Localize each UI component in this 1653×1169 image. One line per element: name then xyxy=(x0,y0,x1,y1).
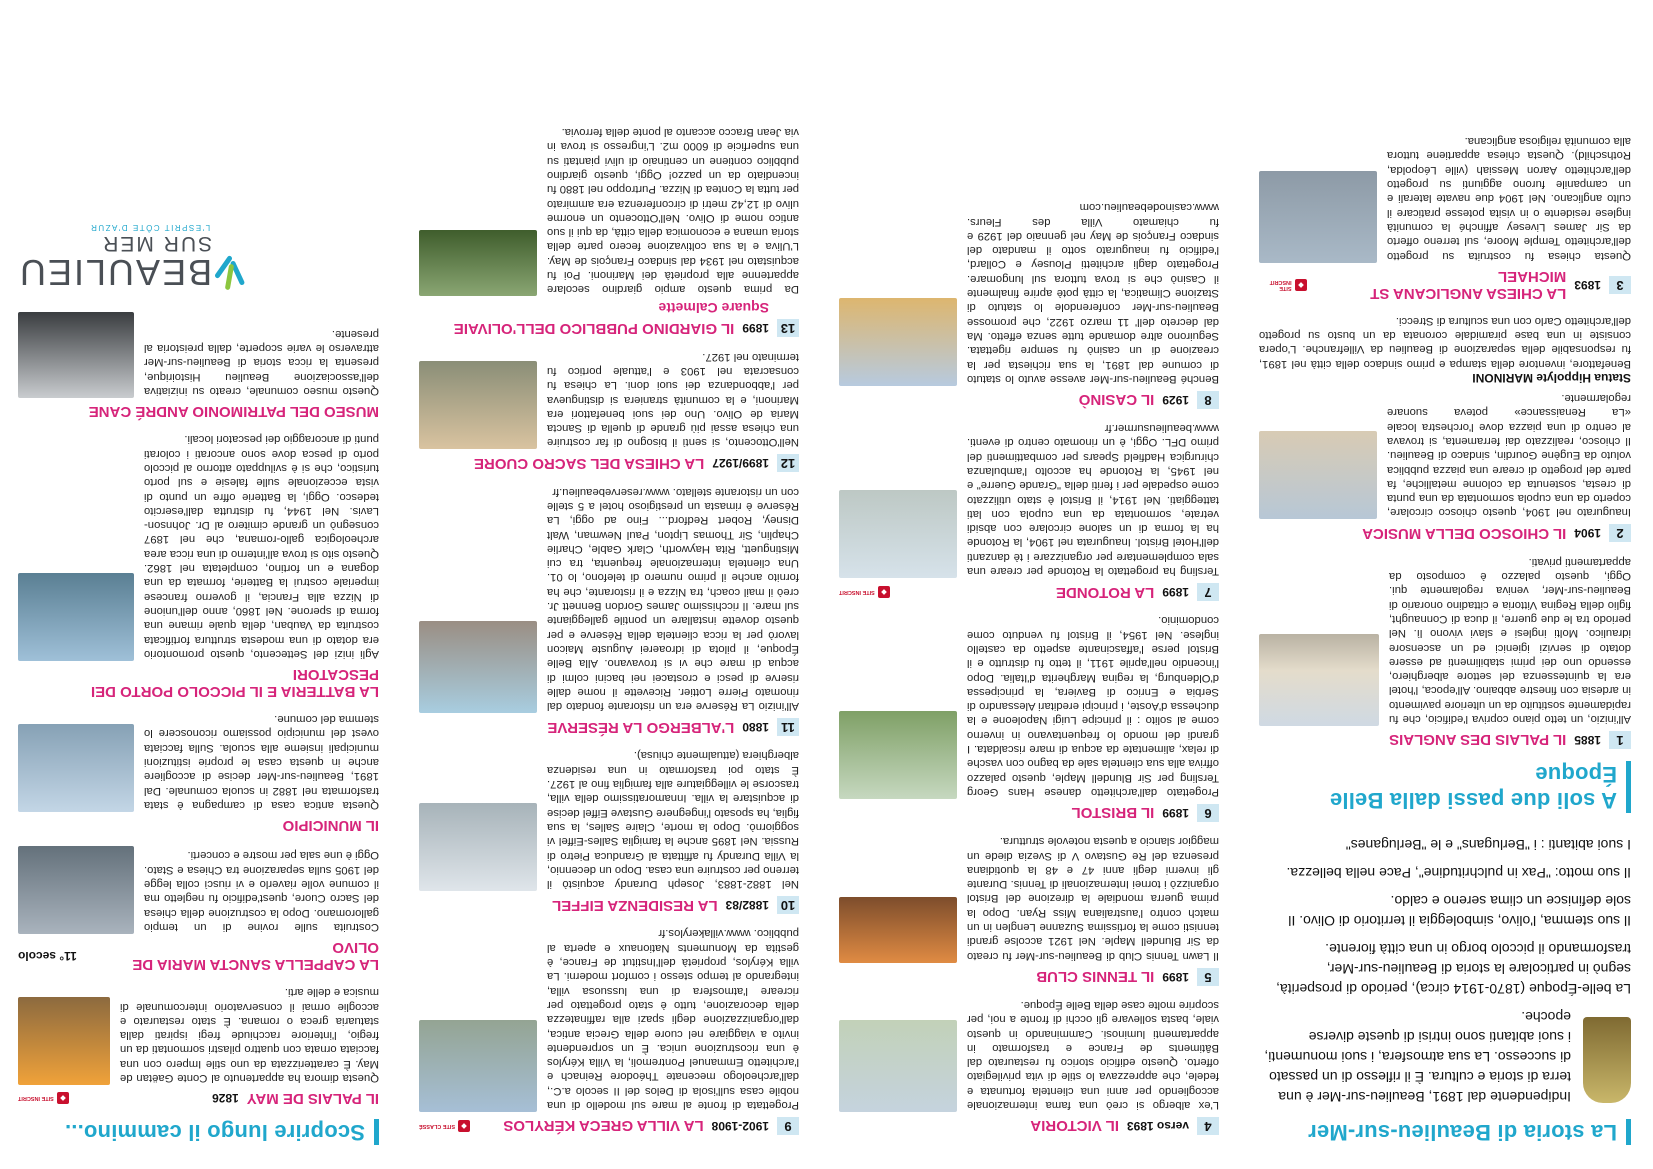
section-title-discover: Scoprire lungo il cammino... xyxy=(18,1119,379,1145)
entry-batteria-porto xyxy=(18,432,379,700)
entry-text: Questa dimora ha appartenuto al Conte Gaëtan de May. È caratterizzata da uno stile Impero con una facciata ornata con quattro pilastri sormontati da un fregio, l'interiore racchiude fregi ispirati dalla statuaria greca o romana. È stato restaurato e accoglie ormai il conservatorio intercomunale di musica e delle arti. xyxy=(120,986,379,1084)
entry-text: Nel 1882-1883, Joseph Durandy acquistò il terreno per costruire una casa. Dopo un decennio, la Villa Durandy fu affittata al Granduca Pietro di Russia. Nel 1895 anche la famiglia Salles-Eiffel vi soggiornò. Dopo la morte, Claire Salles, la sua figlia, ha sposato l'ingegnere Gustave Eiffel decise di acquistare la villa. Innamoratissimo della villa, trascorse le villeggiature alla famiglia fino al 1927. È stato poi trasformato in una residenza alberghiera (attualmente chiusa). xyxy=(547,749,799,891)
entry-year: 1929 xyxy=(1162,392,1189,407)
entry-number: 7 xyxy=(1197,583,1219,601)
museo-photo xyxy=(18,312,134,398)
monument-historique-icon xyxy=(1295,279,1307,291)
entry-year: 1882/83 xyxy=(725,898,769,913)
entry-number: 8 xyxy=(1197,391,1219,409)
entry-title: IL MUNICIPIO xyxy=(282,816,379,834)
entry-number: 11 xyxy=(777,718,799,736)
intro-paragraph-2: La belle-Époque (1870-1914 circa), periodo di prosperità, segnò in particolare la storia di Beaulieu-sur-Mer, trasformando il piccolo borgo in una città fiorente. xyxy=(1276,941,1631,997)
intro-paragraph-3: Il suo stemma, l'olivo, simboleggia il territorio di Olivo. Il sole definisce un clima sereno e caldo. xyxy=(1288,893,1631,929)
entry-la-reserve xyxy=(419,484,799,736)
entry-title: LA CHIESA ANGLICANA ST MICHAEL xyxy=(1370,267,1567,302)
entry-text: Questa chiesa fu costruita su progetto dell'architetto Temple Moore, sul terreno offerto da Sir James Livesey affinché la comunità inglese residente o in visita potesse praticare il culto anglicano. Nel 1904 due navate laterali e un campanile furono aggiunti su progetto dell'architetto Aaron Messiah (ville Léopolda, Rothschild). Questa chiesa appartiene tuttora alla comunità religiosa anglicana. xyxy=(1387,135,1631,262)
column-belle-epoque-3 xyxy=(401,0,821,1169)
entry-number: 10 xyxy=(777,896,799,914)
entry-year: 1899 xyxy=(1162,805,1189,820)
entry-tennis-club xyxy=(839,834,1219,986)
monument-historique-icon xyxy=(878,586,890,598)
entry-title: IL CASINÒ xyxy=(1078,391,1155,409)
entry-year: 1826 xyxy=(212,1091,239,1106)
entry-title: LA CHIESA DEL SACRO CUORE xyxy=(473,454,705,472)
entry-casino xyxy=(839,200,1219,409)
entry-title: LA ROTONDE xyxy=(1055,583,1155,601)
entry-palais-de-may xyxy=(18,985,379,1107)
entry-title: IL GIARDINO PUBBLICO DELL'OLIVAIE xyxy=(453,319,735,337)
entry-giardino-olivaie xyxy=(419,125,799,338)
entry-title: IL BRISTOL xyxy=(1071,804,1155,822)
municipio-photo xyxy=(18,724,134,812)
palais-de-may-photo xyxy=(18,997,110,1085)
entry-title: MUSEO DEL PATRIMONIO ANDRÉ CANE xyxy=(88,403,379,421)
entry-text: Questa antica casa di campagna è stata trasformata nel 1882 in scuola comunale. Dal 1891, Beaulieu-sur-Mer decise di accogliere anche in questa casa le proprie istituzioni municipali insieme alla scuola. Sulla facciata ovest del municipio possiamo riconoscere lo stemma del comune. xyxy=(144,713,379,811)
entry-text: Tersling ha progettato la Rotonde per creare una sala complementare per organizzare i tè danzanti dell'Hotel Bristol. Inaugurata nel 1904, la Rotonde ha la forma di un salone circolare con absidi vetrate, sormontata da una cupola con lati tatteggiati. Nel 1914, il Bristol è stato utilizzato come ospedale per i feriti della "Grande Guerre" e nel 1945, la Rotonde ha accolto l'ambulanza chirurgica Hadfield Spears per combattimenti del primo DFL. Oggi, è un rinomato centro di eventi. www.beaulieusurmer.fr xyxy=(967,422,1219,578)
entry-year: 1880 xyxy=(742,720,769,735)
entry-number: 6 xyxy=(1197,804,1219,822)
section-title-history: La storia di Beaulieu-sur-Mer xyxy=(1259,1119,1631,1145)
entry-title: IL TENNIS CLUB xyxy=(1036,968,1155,986)
entry-year: 1899 xyxy=(1162,585,1189,600)
victoria-photo xyxy=(839,1020,957,1112)
entry-number: 12 xyxy=(777,454,799,472)
entry-museo-cane xyxy=(18,312,379,420)
batteria-photo xyxy=(18,573,134,661)
entry-cappella-olivo xyxy=(18,846,379,973)
olive-branch-icon xyxy=(218,240,244,290)
bristol-photo xyxy=(839,711,957,799)
entry-number: 2 xyxy=(1609,524,1631,542)
entry-text: Inaugurato nel 1904, questo chiosco circolare, coperto da una cupola sormontata da una punta di cresta, sostenuta da colonne metalliche, fa parte del progetto di creare una piazza pubblica voluto da Eugène Gourdin, sindaco di Beaulieu. Il chiosco, realizzato dai ferramenta, si trovava al centro di una piazza dove l'orchestra locale «La Renaissance» poteva suonare regolarmente. xyxy=(1387,392,1631,519)
logo-tagline: L'ESPRIT CÔTE D'AZUR xyxy=(89,223,211,233)
entry-municipio xyxy=(18,712,379,834)
section-title-belle-epoque: A soli due passi dalla Belle Époque xyxy=(1259,761,1631,813)
entry-text: Nell'Ottocento, si sentì il bisogno di far costruire una chiesa assai più grande di quella di Sancta Maria de Olivo. Uno dei suoi benefattori era Marinoni, e la comunità straniera si distingueva per l'abbondanza dei suoi doni. La chiesa fu consacrata nel 1903 e l'attuale portico fu terminato nel 1927. xyxy=(547,350,799,449)
entry-text: Questo museo comunale, creato su iniziativa dell'associazione Beaulieu Histoirique, presenta la ricca storia di Beaulieu-sur-Mer attraverso le varie scoperte, dalla preistoria al presente. xyxy=(144,327,379,398)
cappella-photo xyxy=(18,846,134,934)
entry-title: LA VILLA GRECA KÉRYLOS xyxy=(503,1117,704,1135)
column-history xyxy=(1241,0,1653,1169)
entry-year: 1899 xyxy=(1162,969,1189,984)
tennis-club-photo xyxy=(839,897,957,963)
entry-number: 3 xyxy=(1609,276,1631,294)
villa-kerylos-photo xyxy=(419,1020,537,1112)
music-kiosk-photo xyxy=(1259,431,1377,519)
entry-sacro-cuore xyxy=(419,349,799,472)
entry-rotonde xyxy=(839,421,1219,601)
entry-bristol xyxy=(839,613,1219,822)
statue-text: Benefattore, inventore della stampa e primo sindaco della città nel 1891, fu responsabile della separazione di Beaulieu da Villefranche. L'opera consiste in una base piramidale coronata da un busto su progetto dell'architetto Carlo con una scultura di Strecci. xyxy=(1259,314,1631,370)
entry-title: L'ALBERGO LA RÉSERVE xyxy=(547,718,735,736)
entry-text: Costruita sulle rovine di un tempio galloromano. Dopo la costruzione della chiesa del Sacro Cuore, quest'edificio fu negletto ma il comune volle riaverlo e vi riuscì colla legge del 1905 sulla separazione tra Chiesa e Stato. Oggi è une sala per mostre e concerti. xyxy=(144,849,379,933)
entry-number: 5 xyxy=(1197,968,1219,986)
entry-text: Progettata di fronte al mare sul modello di una nobile casa sull'isola di Delos del II secolo a.C., dall'archeologo mecenate Théodore Reinach e l'architetto Emmanuel Pontremoli, la Villa Kérylos è una ricostruzione unica. È un sorprendente invito a viaggiare nel cuore della Grecia antica, dall'organizzazione degli spazi alla raffinatezza della decorazione, tutto è stato progettato per ricreare l'atmosfera di una lussuosa villa, integrando al tempo stesso i comfort moderni. La villa Kérylos, proprietà dell'Institut de France, è gestita da Monuments Nationaux e aperta al pubblico. www.villakerylos.fr xyxy=(547,927,799,1111)
intro-inhabitants: I suoi abitanti : i "Berlugans" e le "Berluganes" xyxy=(1345,837,1631,853)
palais-des-anglais-photo xyxy=(1259,634,1379,726)
intro-paragraph-1: Indipendente dal 1891, Beaulieu-sur-Mer è una terra di storia e cultura. È il riflesso di un passato di successo. La sua atmosfera, i suoi monumenti, i suoi abitanti sono intrisi di queste diverse epoche. xyxy=(1264,1009,1571,1105)
entry-palais-des-anglais xyxy=(1259,554,1631,749)
column-belle-epoque-2 xyxy=(821,0,1241,1169)
entry-text: Il Lawn Tennis Club di Beaulieu-sur-Mer fu creato da Sir Blundell Maple. Nel 1921 accolse grandi tennisti come la fortissima Suzanne Lenglen in un match contro l'australiana Miss Ryan. Dopo la prima guerra mondiale la direzione del Bristol organizzò i tornei Internazionali di Tennis. Durante gli inverni degli anni 47 e 48 la quotidiana presenza del Re Gustavo V di Svezia diede un maggior slancio a questa notevole struttura. xyxy=(967,835,1219,962)
monument-historique-badge: SITE INSCRIT xyxy=(18,1093,69,1105)
entry-century: 11° secolo xyxy=(18,948,77,963)
entry-subtitle: Square Calmette xyxy=(658,300,769,317)
entry-title: LA RESIDENZA EIFFEL xyxy=(552,896,718,914)
entry-number: 1 xyxy=(1609,731,1631,749)
monument-historique-badge: SITE CLASSÉ xyxy=(419,1120,470,1132)
entry-year: 1904 xyxy=(1574,526,1601,541)
intro-block xyxy=(1259,1007,1631,1107)
residenza-eiffel-photo xyxy=(419,803,537,891)
logo-subtitle: SUR MER xyxy=(101,232,213,256)
entry-title: LA CAPPELLA SANCTA MARIA DE OLIVO xyxy=(132,938,379,973)
entry-villa-kerylos xyxy=(419,926,799,1135)
monument-historique-icon xyxy=(458,1120,470,1132)
rotonde-photo xyxy=(839,490,957,578)
monument-historique-icon xyxy=(57,1093,69,1105)
entry-chiosco-musica xyxy=(1259,314,1631,543)
monument-historique-badge: SITE INSCRIT xyxy=(1259,279,1307,291)
entry-year: 1899 xyxy=(742,321,769,336)
entry-number: 9 xyxy=(777,1117,799,1135)
monument-historique-badge: SITE INSCRIT xyxy=(839,586,890,598)
entry-title: IL PALAIS DE MAY xyxy=(246,1090,379,1107)
entry-year: verso 1893 xyxy=(1126,1119,1189,1133)
entry-year: 1902-1908 xyxy=(711,1119,769,1133)
entry-title: IL VICTORIA xyxy=(1030,1117,1119,1135)
entry-title: IL PALAIS DES ANGLAIS xyxy=(1389,731,1567,749)
entry-text: All'inizio La Réserve era un ristorante fondato dal rinomato Pierre Lottier. Ricevette il nome dalle riserve di pesci e crostacei nei bacini colmi di acqua di mare che vi si trovavano. Alla Belle Époque, il pilota di idroaerei Auguste Maicon lavorò per la ricca clientela della Réserve e per questo dovette installare un pontile galleggiante sul mare. Il ricchissimo James Gordon Bennett Jr. creò il mail coach, tra Nizza e il ristorante, che ha fornito anche il primo numero di telefono, lo 01. Una clientela internazionale frequenta, tra cui Mistinguett, Rita Hayworth, Clark Gable, Charlie Chaplin, Sir Thomas Lipton, Paul Newman, Walt Disney, Robert Redford... Fino ad oggi, La Réserve è rimasta un prestigioso hotel a 5 stelle con un ristorante stellato. www.reservebeaulieu.fr xyxy=(547,485,799,713)
entry-title: LA BATTERIA E IL PICCOLO PORTO DEI PESCATORI xyxy=(90,665,379,700)
logo-name: BEAULIEU xyxy=(18,252,213,294)
entry-text: All'inizio, un tetto piano copriva l'edificio, che fu rapidamente sostituito da un ulteriore pavimento in ardesia con finestre abbaino. All'epoca, l'hotel era la quintessenza del settore alberghiero, essendo uno dei primi stabilimenti ad essere dotato di servizi igienici ed un ascensore idraulico. Molti inglesi e slavi vivono lì. Nel periodo tra le due guerre, il duca di Connaught, figlio della Regina Vittoria e cittadino onorario di Beaulieu-sur-Mer, veniva regolamente qui. Oggi, questo palazzo è composto da appartamenti privati. xyxy=(1389,555,1631,725)
entry-residenza-eiffel xyxy=(419,748,799,914)
entry-text: Da prima questo ampio giardino secolare appartenne alla proprietà dei Marinoni. Poi fu acquistato nel 1934 dal sindaco François de May. L'Uliva e la sua coltivazione fecero parte della storia umana e economica della città, da qui il suo antico nome di Olivo. Nell'Ottocento un enorme ulivo di 12,42 metri di circonferenza era ammirato per tutta la Contea di Nizza. Purtroppo nel 1880 fu incendiato da un pazzo! Oggi, questo giardino pubblico contiene un centinaio di ulivi piantati su una superficie di 6000 m2. L'ingresso si trova in via Jean Bracco accanto al ponte della ferrovia. xyxy=(547,126,799,296)
column-discover xyxy=(0,0,401,1169)
la-reserve-photo xyxy=(419,621,537,713)
coat-of-arms-icon xyxy=(1583,1017,1631,1103)
entry-number: 4 xyxy=(1197,1117,1219,1135)
entry-title: IL CHIOSCO DELLA MUSICA xyxy=(1362,524,1567,542)
entry-text: Benché Beaulieu-sur-Mer avesse avuto lo statuto di comune dal 1891, la sua richiesta per la creazione di un casinò fu sempre rigettata. Seguirono altre domande tutte senza effetto. Ma dal decreto dell' 11 marzo 1922, che promosse Beaulieu-sur-Mer conferendole lo statuto di Stazione Climatica, la città potè aprire finalmente il Casinò che si trova tuttora sul lungomare. Progettato dagli architetti Plousey e Collard, l'edificio fu inaugurato sotto il mandato del sindaco François de May nel gennaio del 1929 e fu chiamato Villa des Fleurs. www.casinodebeaulieu.com xyxy=(967,201,1219,385)
entry-year: 1899/1927 xyxy=(712,456,769,471)
entry-number: 13 xyxy=(777,319,799,337)
beaulieu-logo xyxy=(18,220,379,294)
entry-text: Progettato dall'architetto danese Hans Georg Tersling per Sir Blundell Maple, questo palazzo offriva alla sua clientela sale da bagno con vasche di relax, alimentate da acqua di mare riscaldata. I grandi del mondo lo frequentavano in inverno come al solito : il principe Luigi Napoleone e la duchessa d'Aoste, i principi ereditari Alessandro di Serbia e Enrico di Baviera, la principessa d'Oldenburg, la regina Margherita d'Italia. Dopo l'incendio nell'aprile 1911, il tetto fu distrutto e il Bristol perse l'affascinante aspetto da castello inglese. Nel 1954, il Bristol fu venduto come condominio. xyxy=(967,614,1219,798)
entry-year: 1893 xyxy=(1574,277,1601,292)
statue-subheading: Statua Hippolyte MARINONI xyxy=(1472,370,1631,385)
entry-year: 1885 xyxy=(1574,733,1601,747)
intro-motto: Il suo motto: "Pax in pulchritudine", Pace nella bellezza. xyxy=(1286,865,1631,881)
casino-photo xyxy=(839,298,957,386)
entry-text: L'ex albergo si creò una fama internazionale accogliendo per anni una clientela fortunata e fedele, che apprezzava lo stile di vita privilegiato offerto. Questo edificio storico fu restaurato dal Bâtiments de France e trasformato in appartamenti luminosi. Camminando in questo viale, basta sollevare gli occhi di fronte a noi, per scoprire molte case della Belle Époque. xyxy=(967,998,1219,1111)
st-michael-church-photo xyxy=(1259,171,1377,263)
entry-victoria xyxy=(839,998,1219,1135)
olive-garden-photo xyxy=(419,230,537,296)
entry-chiesa-anglicana xyxy=(1259,134,1631,302)
entry-text: Agli inizi del Settecento, questo promontorio era dotato di una modesta struttura fortificata costruita da Vauban, della quale rimane una forma di sperone. Nel 1860, anno dell'unione di Nizza alla Francia, il governo francese imperiale costruì la Batterie, formata da una dogana e un fortino, completata nel 1862. Questo sito si trova all'interno di una ricca area archeologica gallo-romana, che nel 1897 consegnò un grande cimitero al Dr. Johnson-Lavis. Nel 1944, fu distrutta dall'esercito tedesco. Oggi, la Batterie offre un punto di vista eccezionale sulle falesie e sul porto turistico, che si è sviluppato attorno al piccolo porto di pesca dove sono ancorati i colorati punti di ancoraggio dei pescatori locali. xyxy=(144,433,379,660)
sacro-cuore-photo xyxy=(419,361,537,449)
